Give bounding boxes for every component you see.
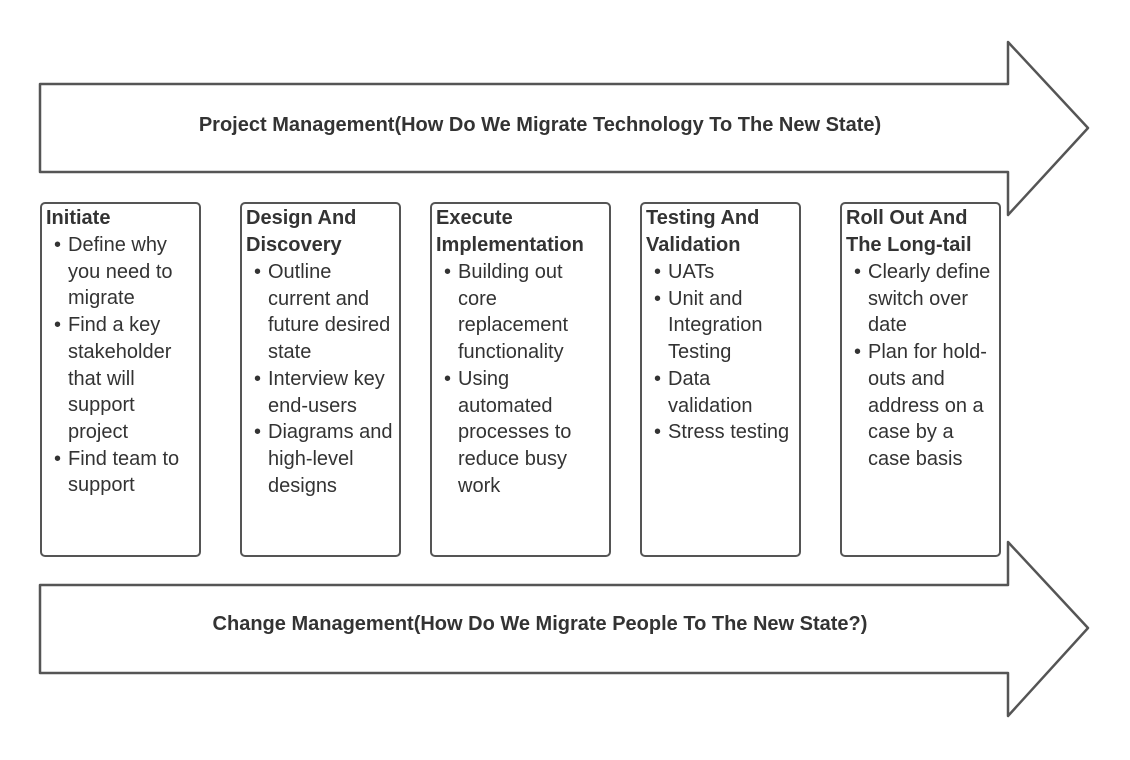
phase-title: Testing And Validation bbox=[646, 207, 760, 256]
phase-testing-and-validation bbox=[640, 202, 801, 557]
list-item: • Define why you need to migrate bbox=[54, 232, 195, 312]
list-item: • Building out core replacement functionality bbox=[444, 259, 605, 366]
list-item: • Using automated processes to reduce busy work bbox=[444, 366, 605, 500]
list-item: • Stress testing bbox=[654, 419, 795, 446]
list-item: • Outline current and future desired state bbox=[254, 259, 395, 366]
list-item: • Data validation bbox=[654, 366, 795, 419]
phase-bullet-list bbox=[846, 259, 995, 473]
list-item: • Find team to support bbox=[54, 446, 195, 499]
phase-execute-implementation bbox=[430, 202, 611, 557]
change-management-label: Change Management(How Do We Migrate People To The New State?) bbox=[212, 613, 868, 635]
phase-bullet-list bbox=[46, 232, 195, 499]
project-management-label: Project Management(How Do We Migrate Technology To The New State) bbox=[198, 114, 882, 136]
phase-bullet-list bbox=[246, 259, 395, 499]
list-item: • Find a key stakeholder that will support project bbox=[54, 312, 195, 446]
phase-title: Roll Out And The Long-tail bbox=[846, 207, 972, 256]
list-item: • UATs bbox=[654, 259, 795, 286]
phase-title: Design And Discovery bbox=[246, 207, 357, 256]
phase-bullet-list bbox=[646, 259, 795, 446]
list-item: • Interview key end-users bbox=[254, 366, 395, 419]
phase-roll-out-and-long-tail bbox=[840, 202, 1001, 557]
phase-title: Initiate bbox=[46, 207, 111, 229]
phase-initiate bbox=[40, 202, 201, 557]
list-item: • Unit and Integration Testing bbox=[654, 286, 795, 366]
phase-design-and-discovery bbox=[240, 202, 401, 557]
phase-bullet-list bbox=[436, 259, 605, 499]
list-item: • Plan for hold-outs and address on a case by a case basis bbox=[854, 339, 995, 473]
list-item: • Diagrams and high-level designs bbox=[254, 419, 395, 499]
list-item: • Clearly define switch over date bbox=[854, 259, 995, 339]
phase-title: Execute Implementation bbox=[436, 207, 584, 256]
